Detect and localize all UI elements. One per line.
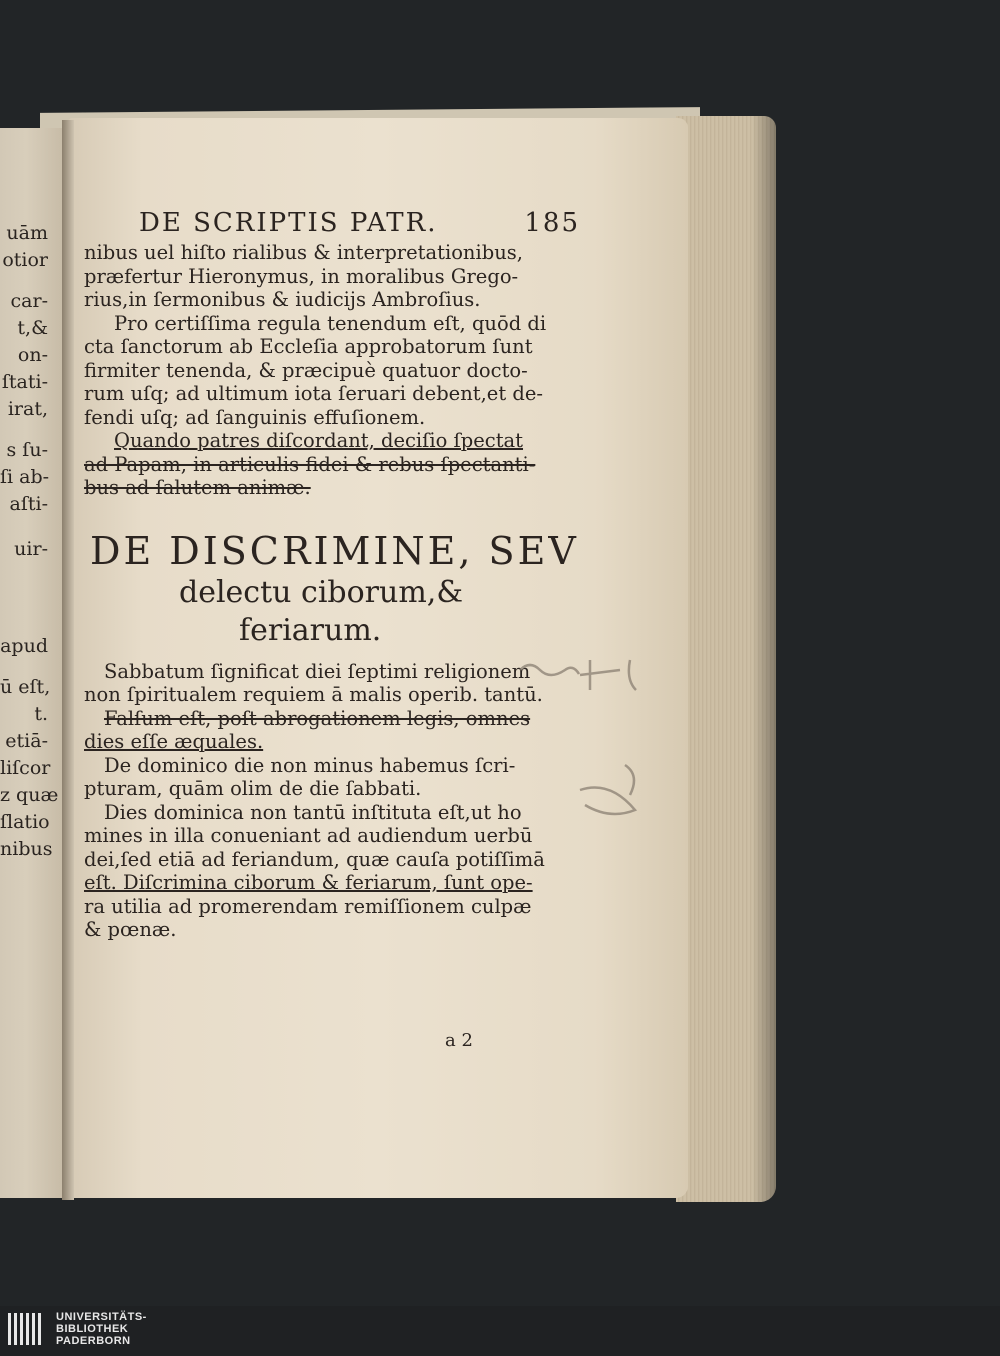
left-page-fragment: nibus [0,838,53,860]
text-line-struck: bus ad ſalutem animæ. [84,476,311,499]
left-page-fragment: apud [0,635,48,657]
text-line: mines in illa conueniant ad audiendum uerbū [84,824,533,847]
left-page-fragment: aſti- [9,493,48,515]
left-page-fragment: ſtati- [1,371,48,393]
left-page-fragment: etiā- [5,730,48,752]
text-line-struck: ad Papam, in articulis fidei & rebus ſpectanti- [84,452,536,476]
text-line: Dies dominica non tantū inſtituta eſt,ut ho [104,800,522,824]
library-logo [6,1306,147,1352]
logo-line: UNIVERSITÄTS- [56,1311,147,1323]
left-page-fragment: s ſu- [6,439,48,461]
left-page-fragment: liſcor [0,757,51,779]
section-title-line-2: delectu ciborum,& [179,574,464,610]
page-number: 185 [524,208,580,238]
left-page-fragment: t. [34,703,48,725]
left-page-fragment: t,& [17,317,48,339]
text-line: præfertur Hieronymus, in moralibus Grego- [84,264,519,288]
left-page-fragment: otior [2,249,48,271]
library-logo-text [56,1311,147,1347]
text-line-marked: dies eſſe æquales. [84,730,264,753]
left-page-fragment: z quæ [0,784,59,806]
text-line-marked: Quando patres diſcordant, deciſio ſpectat [114,429,524,452]
text-line: rum uſq; ad ultimum iota ſeruari debent,et de- [84,382,543,405]
logo-line: BIBLIOTHEK [56,1323,129,1335]
library-logo-icon [6,1309,48,1349]
running-head-title: DE SCRIPTIS PATR. [139,208,438,238]
logo-line: PADERBORN [56,1335,131,1347]
text-line: pturam, quām olim de die ſabbati. [84,777,422,800]
footer-bar [0,1306,1000,1356]
text-line: non ſpiritualem requiem ā malis operib. tantū. [84,683,543,706]
left-page-fragment: ū eſt, [0,676,51,698]
left-page-fragment: irat, [7,398,48,420]
text-line: nibus uel hiſto rialibus & interpretationibus, [84,241,523,264]
section-title-line-1: DE DISCRIMINE, SEV [90,528,579,573]
signature-mark: a 2 [445,1030,473,1051]
text-line: cta ſanctorum ab Eccleſia approbatorum ſunt [84,335,533,358]
text-line: dei,ſed etiā ad feriandum, quæ cauſa potiſſimā [84,847,545,871]
page-edges [676,116,776,1202]
text-line-marked: eſt. Diſcrimina ciborum & feriarum, ſunt ope- [84,871,533,894]
text-line: fendi uſq; ad ſanguinis effuſionem. [84,405,426,429]
left-page-fragment: ſi ab- [0,466,50,488]
left-page-fragment: uir- [14,538,48,560]
running-head [84,205,580,241]
gutter [62,120,74,1200]
text-line: & pœnæ. [84,918,177,941]
left-page-text-fragments [0,220,59,863]
left-page-fragment: on- [17,344,48,366]
left-page-fragment: ſlatio [0,811,50,833]
left-page-fragment: uām [6,222,48,244]
text-line-struck: Falſum eſt, poſt abrogationem legis, omnes [104,706,531,730]
text-line: Sabbatum ſignificat diei ſeptimi religionem [104,659,531,683]
pencil-marginalia-icon [500,640,680,840]
text-line: ra utilia ad promerendam remiſſionem culpæ [84,894,532,918]
text-line: rius,in ſermonibus & iudicijs Ambroſius. [84,288,481,311]
text-line: firmiter tenenda, & præcipuè quatuor docto- [84,358,528,382]
text-line: De dominico die non minus habemus ſcri- [104,753,516,777]
left-page-fragment: car- [10,290,48,312]
text-line: Pro certiſſima regula tenendum eſt, quōd di [114,311,547,335]
section-title-line-3: feriarum. [239,612,382,648]
